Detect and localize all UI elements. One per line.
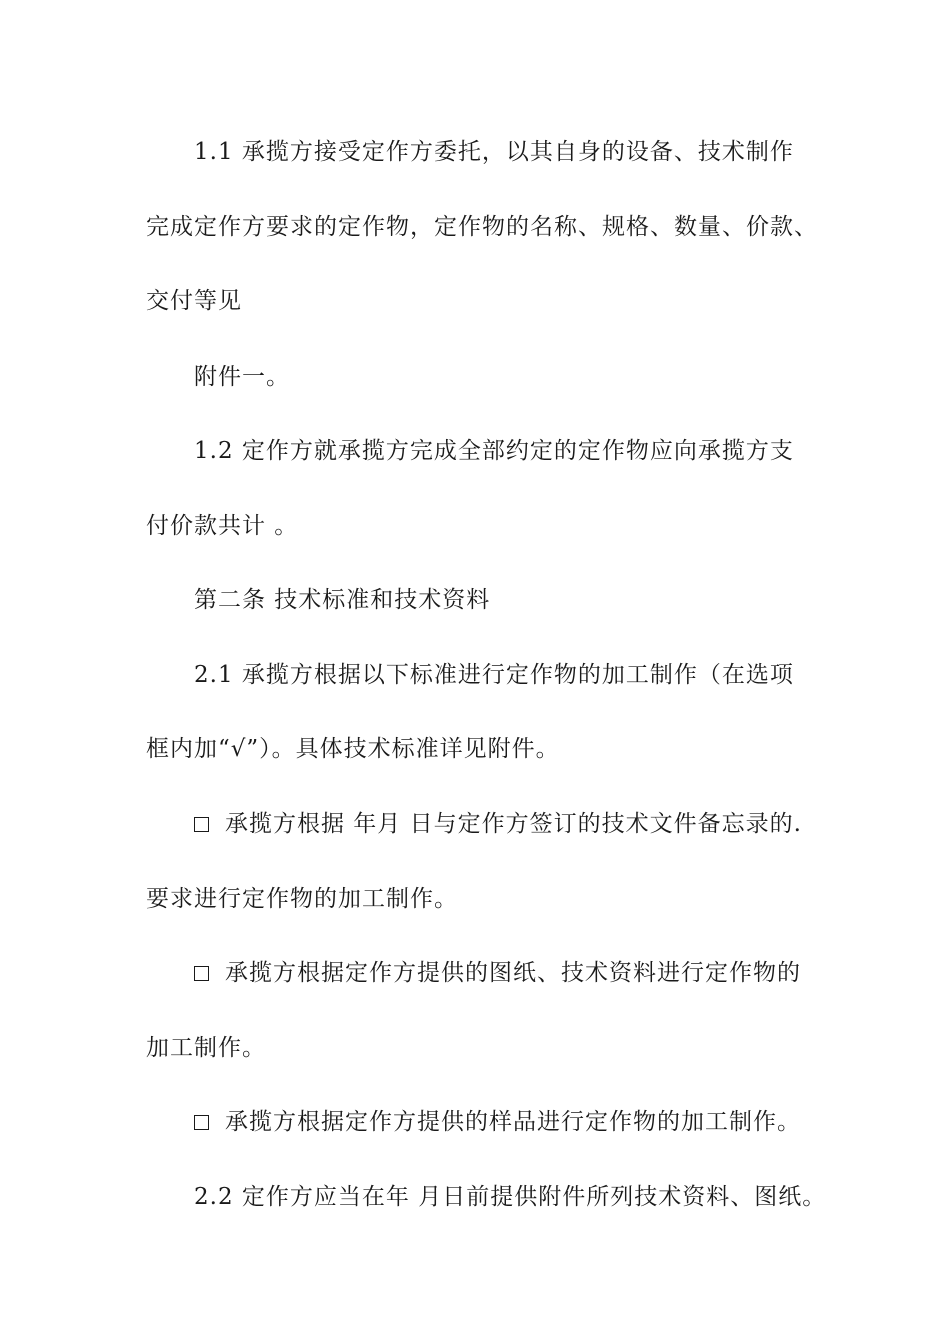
clause-2-1-line-2: 框内加“√”）。具体技术标准详见附件。 <box>146 736 560 762</box>
clause-2-2-line-1: 2.2 定作方应当在年 月日前提供附件所列技术资料、图纸。 <box>194 1184 827 1210</box>
clause-1-1-line-2: 完成定作方要求的定作物，定作物的名称、规格、数量、价款、 <box>146 214 818 240</box>
option-3-text: 承揽方根据定作方提供的样品进行定作物的加工制作。 <box>225 1109 801 1135</box>
clause-1-1-line-3: 交付等见 <box>146 288 242 314</box>
clause-2-1-line-1: 2.1 承揽方根据以下标准进行定作物的加工制作（在选项 <box>194 662 794 688</box>
clause-1-2-line-1: 1.2 定作方就承揽方完成全部约定的定作物应向承揽方支 <box>194 438 794 464</box>
option-1-text: 承揽方根据 年月 日与定作方签订的技术文件备忘录的. <box>225 811 802 837</box>
article-2-heading: 第二条 技术标准和技术资料 <box>194 587 491 613</box>
clause-1-1-line-1: 1.1 承揽方接受定作方委托，以其自身的设备、技术制作 <box>194 139 794 165</box>
clause-1-1-line-4: 附件一。 <box>194 364 290 390</box>
option-3-checkbox[interactable] <box>194 1115 209 1130</box>
option-1-checkbox[interactable] <box>194 817 209 832</box>
option-1-line-1 <box>194 809 834 839</box>
option-2-line-2: 加工制作。 <box>146 1035 266 1061</box>
option-2-line-1 <box>194 958 834 988</box>
option-2-text: 承揽方根据定作方提供的图纸、技术资料进行定作物的 <box>225 960 801 986</box>
clause-1-2-line-2: 付价款共计 。 <box>146 513 299 539</box>
option-3-line-1 <box>194 1107 834 1137</box>
option-2-checkbox[interactable] <box>194 966 209 981</box>
option-1-line-2: 要求进行定作物的加工制作。 <box>146 886 458 912</box>
